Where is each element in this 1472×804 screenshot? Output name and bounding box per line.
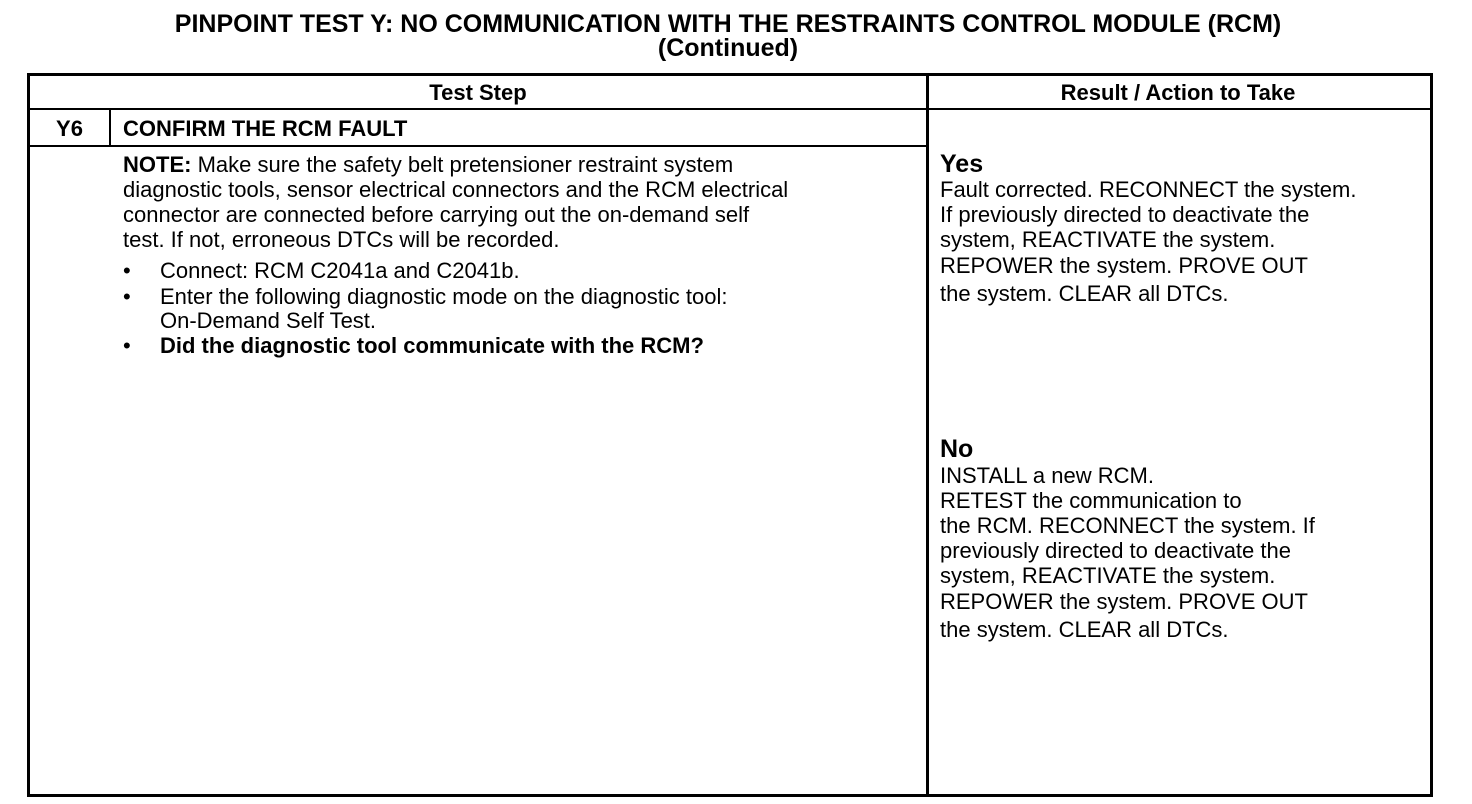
note-line-1 (123, 152, 733, 177)
result-yes-line: Fault corrected. RECONNECT the system. (940, 177, 1357, 202)
bullet-item-continued: On-Demand Self Test. (160, 308, 377, 333)
result-yes-line: REPOWER the system. PROVE OUT (940, 253, 1308, 278)
note-label: NOTE: (123, 152, 192, 177)
note-line-2: diagnostic tools, sensor electrical connectors and the RCM electrical (123, 177, 789, 202)
step-id: Y6 (56, 116, 83, 141)
page-subtitle: (Continued) (657, 34, 799, 62)
result-yes-label: Yes (940, 150, 984, 178)
bullet-glyph: • (123, 258, 131, 283)
note-line-3: connector are connected before carrying out the on-demand self (123, 202, 750, 227)
result-yes-line: system, REACTIVATE the system. (940, 227, 1276, 252)
page-title: PINPOINT TEST Y: NO COMMUNICATION WITH THE RESTRAINTS CONTROL MODULE (RCM) (174, 10, 1282, 38)
result-no-label: No (940, 435, 974, 463)
header-result-action: Result / Action to Take (1060, 80, 1296, 105)
note-text-1: Make sure the safety belt pretensioner restraint system (191, 152, 734, 177)
result-no-line: INSTALL a new RCM. (940, 463, 1154, 488)
step-id-divider (109, 109, 111, 146)
bullet-question: Did the diagnostic tool communicate with the RCM? (160, 333, 704, 358)
note-line-4: test. If not, erroneous DTCs will be recorded. (123, 227, 560, 252)
step-row-divider (27, 145, 928, 147)
bullet-glyph: • (123, 284, 131, 309)
header-divider (27, 108, 1433, 110)
result-no-line: REPOWER the system. PROVE OUT (940, 589, 1308, 614)
result-no-line: the RCM. RECONNECT the system. If (940, 513, 1315, 538)
header-test-step: Test Step (429, 80, 527, 105)
bullet-item: Enter the following diagnostic mode on the diagnostic tool: (160, 284, 728, 309)
result-yes-line: the system. CLEAR all DTCs. (940, 281, 1229, 306)
bullet-glyph: • (123, 333, 131, 358)
result-no-line: RETEST the communication to (940, 488, 1242, 513)
result-no-line: previously directed to deactivate the (940, 538, 1291, 563)
result-no-line: the system. CLEAR all DTCs. (940, 617, 1229, 642)
result-no-line: system, REACTIVATE the system. (940, 563, 1276, 588)
result-yes-line: If previously directed to deactivate the (940, 202, 1310, 227)
column-divider (926, 73, 929, 797)
bullet-item: Connect: RCM C2041a and C2041b. (160, 258, 520, 283)
step-title: CONFIRM THE RCM FAULT (123, 116, 408, 141)
